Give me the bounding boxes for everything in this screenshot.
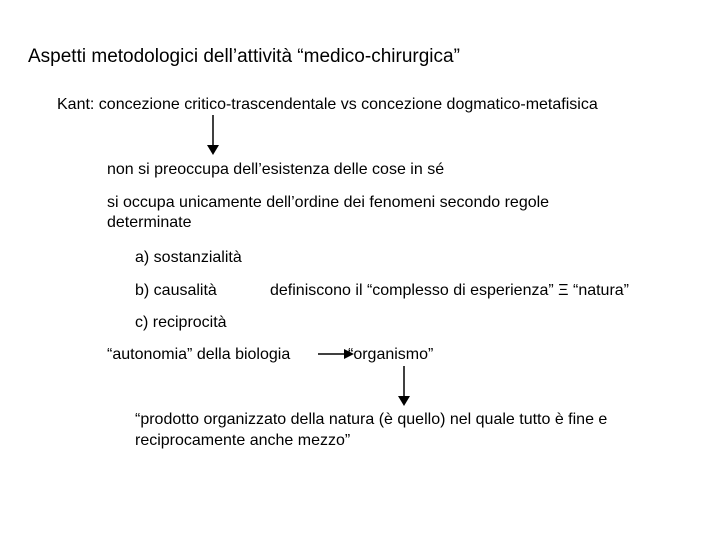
concerned-text-line2: determinate — [107, 214, 192, 231]
kant-line: Kant: concezione critico-trascendentale vs concezione dogmatico-metafisica — [57, 96, 598, 113]
slide-title: Aspetti metodologici dell’attività “medico-chirurgica” — [28, 46, 460, 67]
concerned-text-line1: si occupa unicamente dell’ordine dei fenomeni secondo regole — [107, 194, 550, 211]
down-arrow-icon-2 — [396, 366, 412, 406]
autonomy-text: “autonomia” della biologia — [107, 346, 291, 363]
list-item-substantiality: a) sostanzialità — [135, 249, 242, 266]
define-text: definiscono il “complesso di esperienza” Ξ “natura” — [270, 282, 630, 299]
organism-text: “organismo” — [348, 346, 434, 363]
list-item-causality: b) causalità — [135, 282, 217, 299]
list-item-reciprocity: c) reciprocità — [135, 314, 227, 331]
product-text-line1: “prodotto organizzato della natura (è quello) nel quale tutto è fine e — [135, 411, 608, 428]
product-text-line2: reciprocamente anche mezzo” — [135, 432, 351, 449]
not-concerned-text: non si preoccupa dell’esistenza delle cose in sé — [107, 161, 445, 178]
down-arrow-icon — [205, 115, 221, 155]
